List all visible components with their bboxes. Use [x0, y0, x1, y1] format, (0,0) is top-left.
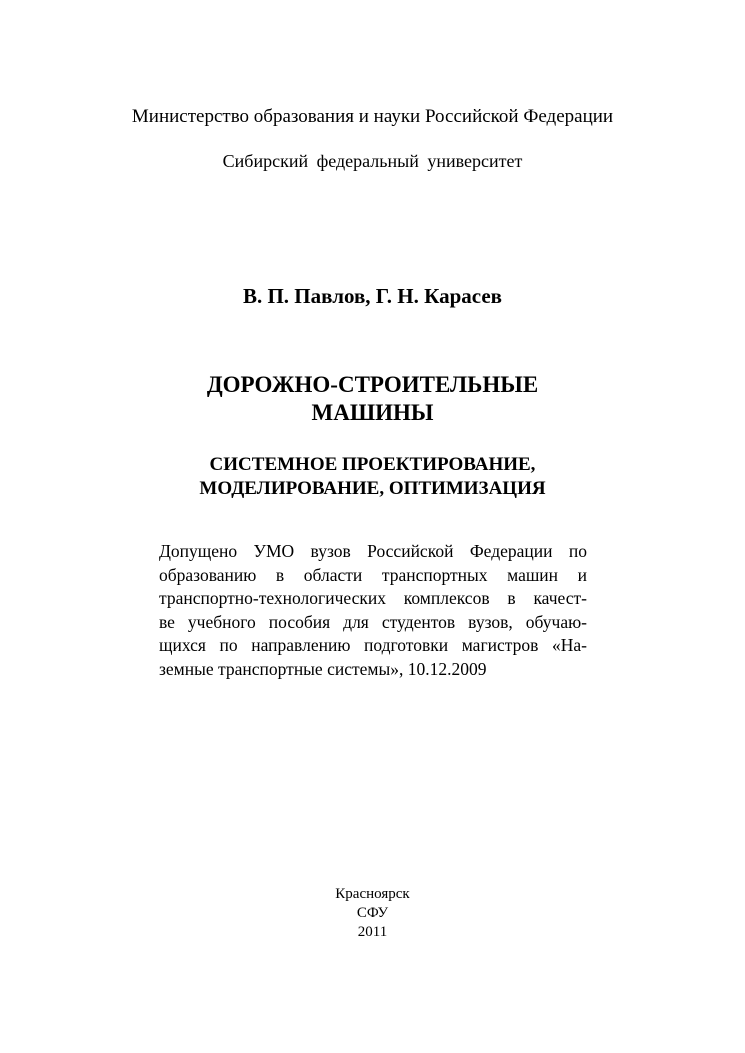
book-title [0, 371, 745, 427]
book-subtitle [0, 453, 745, 501]
book-subtitle-line-1: СИСТЕМНОЕ ПРОЕКТИРОВАНИЕ, [209, 454, 536, 475]
approval-line-6: земные транспортные системы», 10.12.2009 [159, 658, 487, 679]
authors: В. П. Павлов, Г. Н. Карасев [242, 284, 503, 308]
approval-line-1: Допущено УМО вузов Российской Федерации по [159, 541, 587, 561]
approval-line-2: образованию в области транспортных машин и [159, 564, 587, 585]
book-subtitle-line-2: МОДЕЛИРОВАНИЕ, ОПТИМИЗАЦИЯ [199, 478, 546, 499]
imprint-publisher: СФУ [356, 905, 389, 921]
ministry-name: Министерство образования и науки Российской Федерации [131, 106, 614, 127]
book-title-line-2: МАШИНЫ [311, 400, 434, 425]
approval-line-4: ве учебного пособия для студентов вузов, обучаю- [159, 611, 587, 632]
imprint [0, 885, 745, 942]
book-title-line-1: ДОРОЖНО-СТРОИТЕЛЬНЫЕ [206, 372, 539, 397]
approval-line-5: щихся по направлению подготовки магистров «На- [159, 635, 587, 655]
university-name: Сибирский федеральный университет [222, 151, 523, 171]
imprint-city: Красноярск [335, 886, 410, 902]
approval-statement [159, 540, 587, 681]
imprint-year: 2011 [357, 924, 388, 940]
approval-line-3: транспортно-технологических комплексов в качест- [159, 588, 587, 608]
